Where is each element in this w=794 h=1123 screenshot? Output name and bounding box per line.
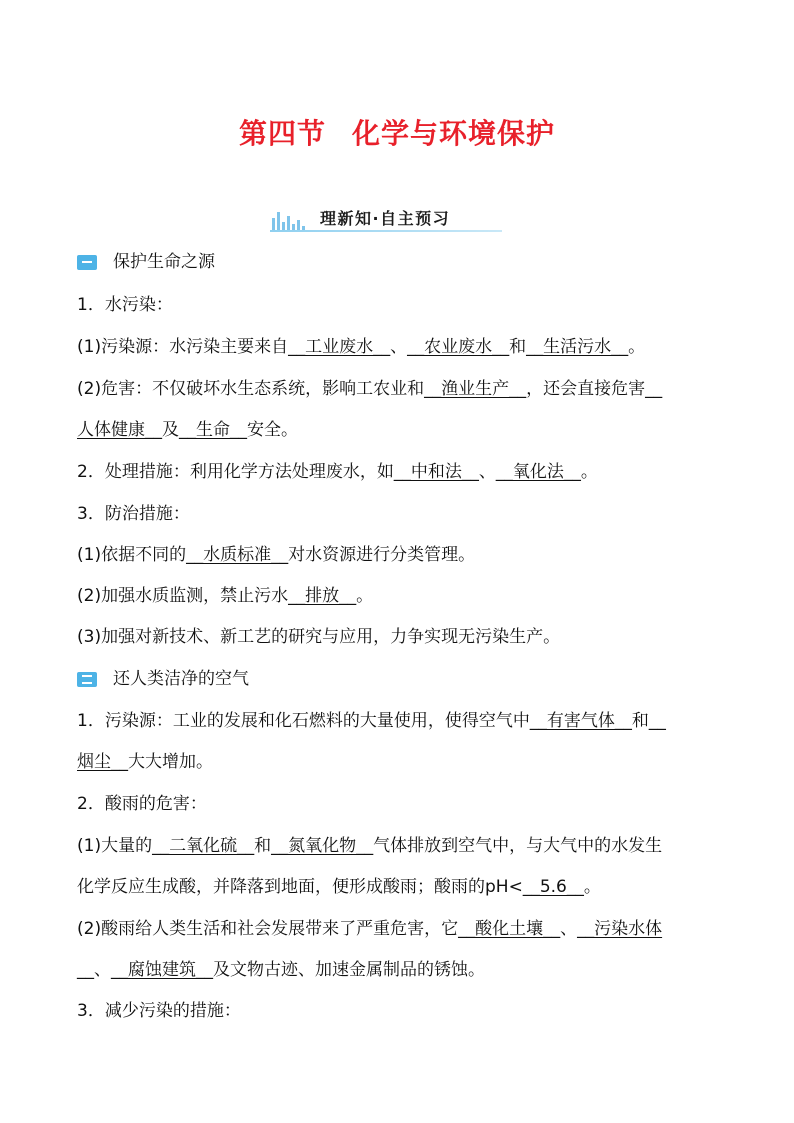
banner-text: 理新知·自主预习 (320, 209, 451, 228)
answer-blank: __有害气体__ (529, 711, 632, 731)
paragraph-line: 1．污染源：工业的发展和化石燃料的大量使用，使得空气中__有害气体__和__ (77, 711, 666, 731)
paragraph-line: (1)依据不同的__水质标准__对水资源进行分类管理。 (77, 545, 476, 565)
paragraph-line: (2)危害：不仅破坏水生态系统，影响工农业和__渔业生产__，还会直接危害__ (77, 379, 663, 399)
paragraph-line: (1)污染源：水污染主要来自__工业废水__、__农业废水__和__生活污水__。 (77, 337, 646, 357)
city-bars-icon (270, 210, 310, 232)
answer-blank: 烟尘__ (77, 752, 128, 772)
paragraph-line: (3)加强对新技术、新工艺的研究与应用，力争实现无污染生产。 (77, 627, 561, 647)
section-title: 化学与环境保护 (352, 117, 556, 150)
page-title (0, 112, 794, 152)
paragraph-line: (2)酸雨给人类生活和社会发展带来了严重危害，它__酸化土壤__、__污染水体 (77, 919, 663, 939)
paragraph-line: 2．酸雨的危害： (77, 794, 207, 814)
answer-blank: __生命__ (179, 420, 247, 440)
preview-banner (270, 206, 502, 234)
section-heading-text: 还人类洁净的空气 (113, 669, 249, 689)
answer-blank: __工业废水__ (288, 337, 391, 357)
answer-blank: __中和法__ (393, 462, 479, 482)
answer-blank: 人体健康__ (77, 420, 162, 440)
paragraph-line: 3．防治措施： (77, 504, 190, 524)
paragraph-line: __、__腐蚀建筑__及文物古迹、加速金属制品的锈蚀。 (77, 960, 485, 980)
banner-underline (270, 230, 502, 232)
paragraph-line: (2)加强水质监测，禁止污水__排放__。 (77, 586, 374, 606)
answer-blank: __二氧化硫__ (152, 836, 255, 856)
paragraph-line: 3．减少污染的措施： (77, 1001, 241, 1021)
answer-blank: __ (648, 711, 666, 731)
answer-blank: __生活污水__ (526, 337, 629, 357)
answer-blank: __氧化法__ (495, 462, 581, 482)
answer-blank: __ (77, 960, 94, 980)
section-number: 第四节 (238, 117, 326, 150)
paragraph-line: 烟尘__大大增加。 (77, 752, 213, 772)
answer-blank: __腐蚀建筑__ (111, 960, 213, 980)
paragraph-line: 化学反应生成酸，并降落到地面，便形成酸雨；酸雨的pH<__5.6__。 (77, 877, 601, 897)
answer-blank: __排放__ (288, 586, 357, 606)
answer-blank: __渔业生产__ (424, 379, 527, 399)
paragraph-line: 2．处理措施：利用化学方法处理废水，如__中和法__、__氧化法__。 (77, 462, 598, 482)
answer-blank: __农业废水__ (407, 337, 510, 357)
answer-blank: __酸化土壤__ (458, 919, 561, 939)
answer-blank: __水质标准__ (186, 545, 289, 565)
paragraph-line: (1)大量的__二氧化硫__和__氮氧化物__气体排放到空气中，与大气中的水发生 (77, 836, 663, 856)
section-heading-1 (77, 251, 215, 273)
number-one-icon (77, 255, 97, 270)
answer-blank: __5.6__ (522, 877, 584, 897)
section-heading-2 (77, 668, 249, 690)
paragraph-line: 人体健康__及__生命__安全。 (77, 420, 298, 440)
answer-blank: __ (645, 379, 663, 399)
answer-blank: __污染水体 (577, 919, 663, 939)
section-heading-text: 保护生命之源 (113, 252, 215, 272)
number-two-icon (77, 672, 97, 687)
answer-blank: __氮氧化物__ (271, 836, 374, 856)
paragraph-line: 1．水污染： (77, 295, 173, 315)
